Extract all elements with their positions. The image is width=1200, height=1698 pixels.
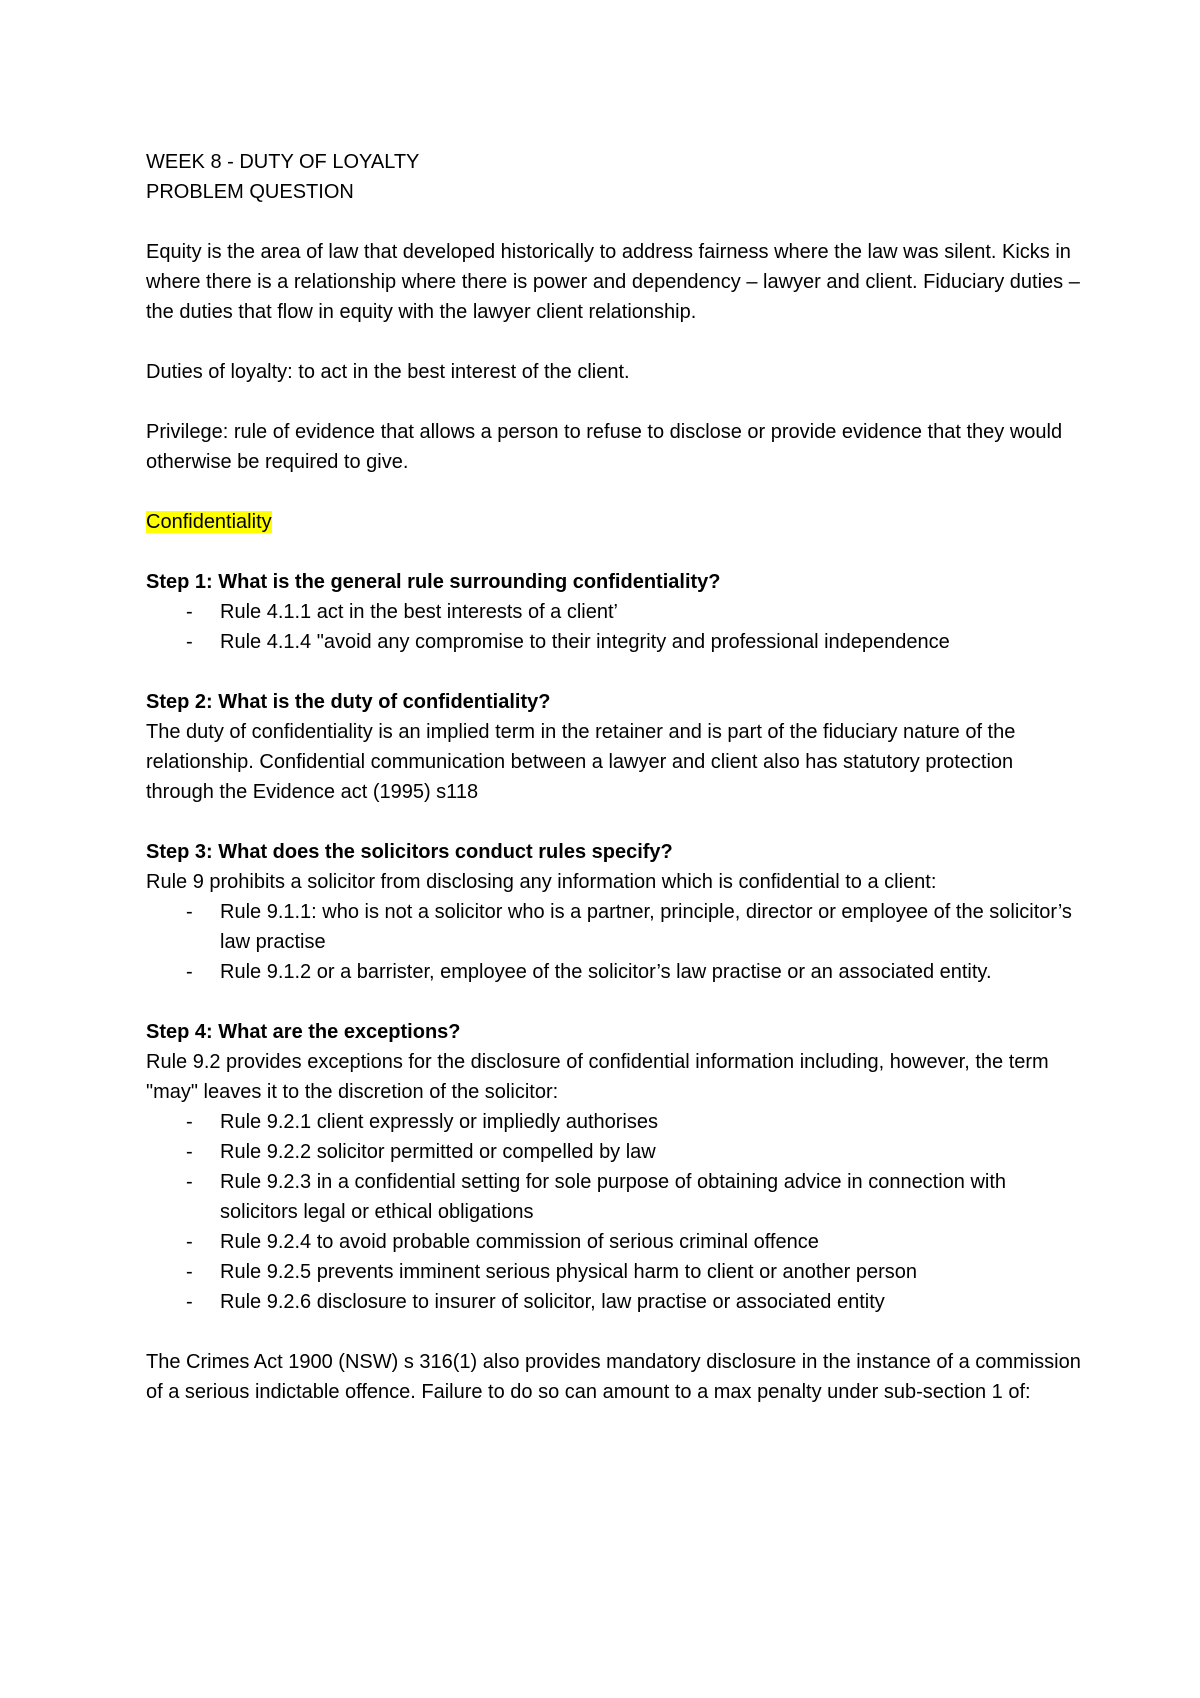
spacer (146, 327, 1086, 357)
step3-body: Rule 9 prohibits a solicitor from disclosing any information which is confidential to a client: (146, 871, 937, 893)
step1-list (146, 597, 1086, 657)
privilege-paragraph: Privilege: rule of evidence that allows a person to refuse to disclose or provide evidence that they would otherwise be required to give. (146, 421, 1063, 473)
list-item: - Rule 9.2.1 client expressly or impliedly authorises (146, 1107, 1086, 1137)
spacer (146, 1317, 1086, 1347)
document-title: WEEK 8 - DUTY OF LOYALTY (146, 151, 420, 173)
list-item: - Rule 9.1.2 or a barrister, employee of the solicitor’s law practise or an associated entity. (146, 957, 1086, 987)
list-item: - Rule 9.1.1: who is not a solicitor who is a partner, principle, director or employee of the solicitor’s law practise (146, 897, 1086, 957)
step3-list (146, 897, 1086, 987)
list-item: - Rule 9.2.3 in a confidential setting for sole purpose of obtaining advice in connection with solicitors legal or ethical obligations (146, 1167, 1086, 1227)
spacer (146, 387, 1086, 417)
spacer (146, 537, 1086, 567)
list-item: - Rule 9.2.4 to avoid probable commission of serious criminal offence (146, 1227, 1086, 1257)
step1-heading: Step 1: What is the general rule surrounding confidentiality? (146, 571, 721, 593)
spacer (146, 207, 1086, 237)
spacer (146, 807, 1086, 837)
spacer (146, 477, 1086, 507)
step2-body: The duty of confidentiality is an implied term in the retainer and is part of the fiduciary nature of the relationship. Confidential communication between a lawyer and client also has statutory protection through the Evidence act (1995) s118 (146, 721, 1016, 803)
intro-paragraph: Equity is the area of law that developed historically to address fairness where the law was silent. Kicks in where there is a relationship where there is power and dependency – lawyer and client. Fiduciary duties – the duties that flow in equity with the lawyer client relationship. (146, 241, 1080, 323)
step4-heading: Step 4: What are the exceptions? (146, 1021, 461, 1043)
loyalty-paragraph: Duties of loyalty: to act in the best interest of the client. (146, 361, 630, 383)
step3-heading: Step 3: What does the solicitors conduct rules specify? (146, 841, 673, 863)
document-subtitle: PROBLEM QUESTION (146, 181, 354, 203)
list-item: - Rule 9.2.5 prevents imminent serious physical harm to client or another person (146, 1257, 1086, 1287)
list-item: - Rule 9.2.2 solicitor permitted or compelled by law (146, 1137, 1086, 1167)
section-heading (146, 507, 1086, 537)
list-item: - Rule 4.1.1 act in the best interests of a client’ (146, 597, 1086, 627)
step2-heading: Step 2: What is the duty of confidentiality? (146, 691, 551, 713)
list-item: - Rule 9.2.6 disclosure to insurer of solicitor, law practise or associated entity (146, 1287, 1086, 1317)
spacer (146, 987, 1086, 1017)
step4-list (146, 1107, 1086, 1317)
highlighted-heading: Confidentiality (146, 511, 272, 533)
crimes-act-paragraph: The Crimes Act 1900 (NSW) s 316(1) also provides mandatory disclosure in the instance of a commission of a serious indictable offence. Failure to do so can amount to a max penalty under sub-section 1 of: (146, 1351, 1081, 1403)
list-item: - Rule 4.1.4 "avoid any compromise to their integrity and professional independence (146, 627, 1086, 657)
spacer (146, 657, 1086, 687)
document-body (146, 147, 1086, 1407)
step4-body: Rule 9.2 provides exceptions for the disclosure of confidential information including, however, the term "may" leaves it to the discretion of the solicitor: (146, 1051, 1049, 1103)
